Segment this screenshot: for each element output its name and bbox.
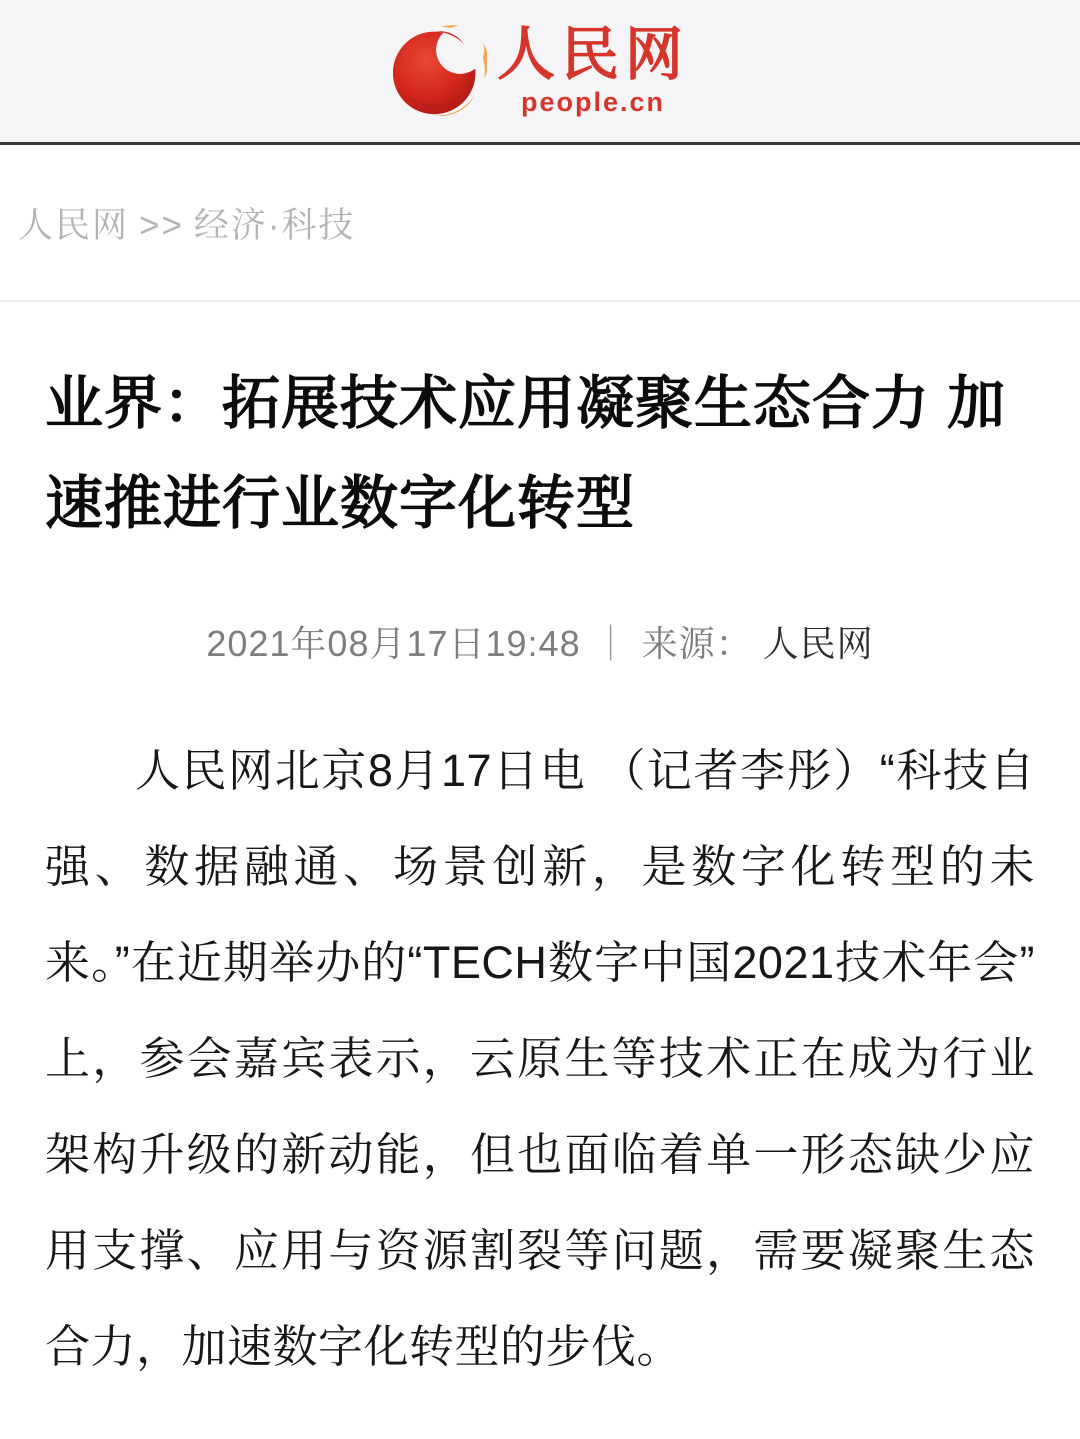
- site-header: [0, 0, 1080, 145]
- peoplecn-globe-icon: [391, 23, 487, 119]
- article-paragraph: 人民网北京8月17日电 （记者李彤）“科技自强、数据融通、场景创新，是数字化转型的未来。”在近期举办的“TECH数字中国2021技术年会”上，参会嘉宾表示，云原生等技术正在成为行业架构升级的新动能，但也面临着单一形态缺少应用支撑、应用与资源割裂等问题，需要凝聚生态合力，加速数字化转型的步伐。: [45, 745, 1035, 1372]
- breadcrumb-site-link[interactable]: 人民网: [18, 205, 130, 245]
- article-main: [0, 302, 1080, 1435]
- breadcrumb: [18, 198, 356, 248]
- logo-chinese-wordmark: 人民网: [496, 22, 689, 87]
- article-title: 业界：拓展技术应用凝聚生态合力 加速推进行业数字化转型: [45, 371, 1007, 536]
- logo-text: [496, 22, 689, 117]
- publish-date: 2021年08月17日19:48: [206, 623, 581, 664]
- breadcrumb-bar: [0, 145, 1080, 302]
- breadcrumb-separator: >>: [139, 205, 184, 245]
- source-label: 来源：: [641, 623, 753, 664]
- peoplecn-logo[interactable]: [391, 23, 689, 119]
- meta-separator: ｜: [592, 623, 630, 664]
- breadcrumb-section-link[interactable]: 经济·科技: [193, 205, 356, 245]
- article-meta: [45, 616, 1035, 667]
- logo-domain-wordmark: people.cn: [520, 87, 665, 117]
- source-link[interactable]: 人民网: [762, 623, 874, 664]
